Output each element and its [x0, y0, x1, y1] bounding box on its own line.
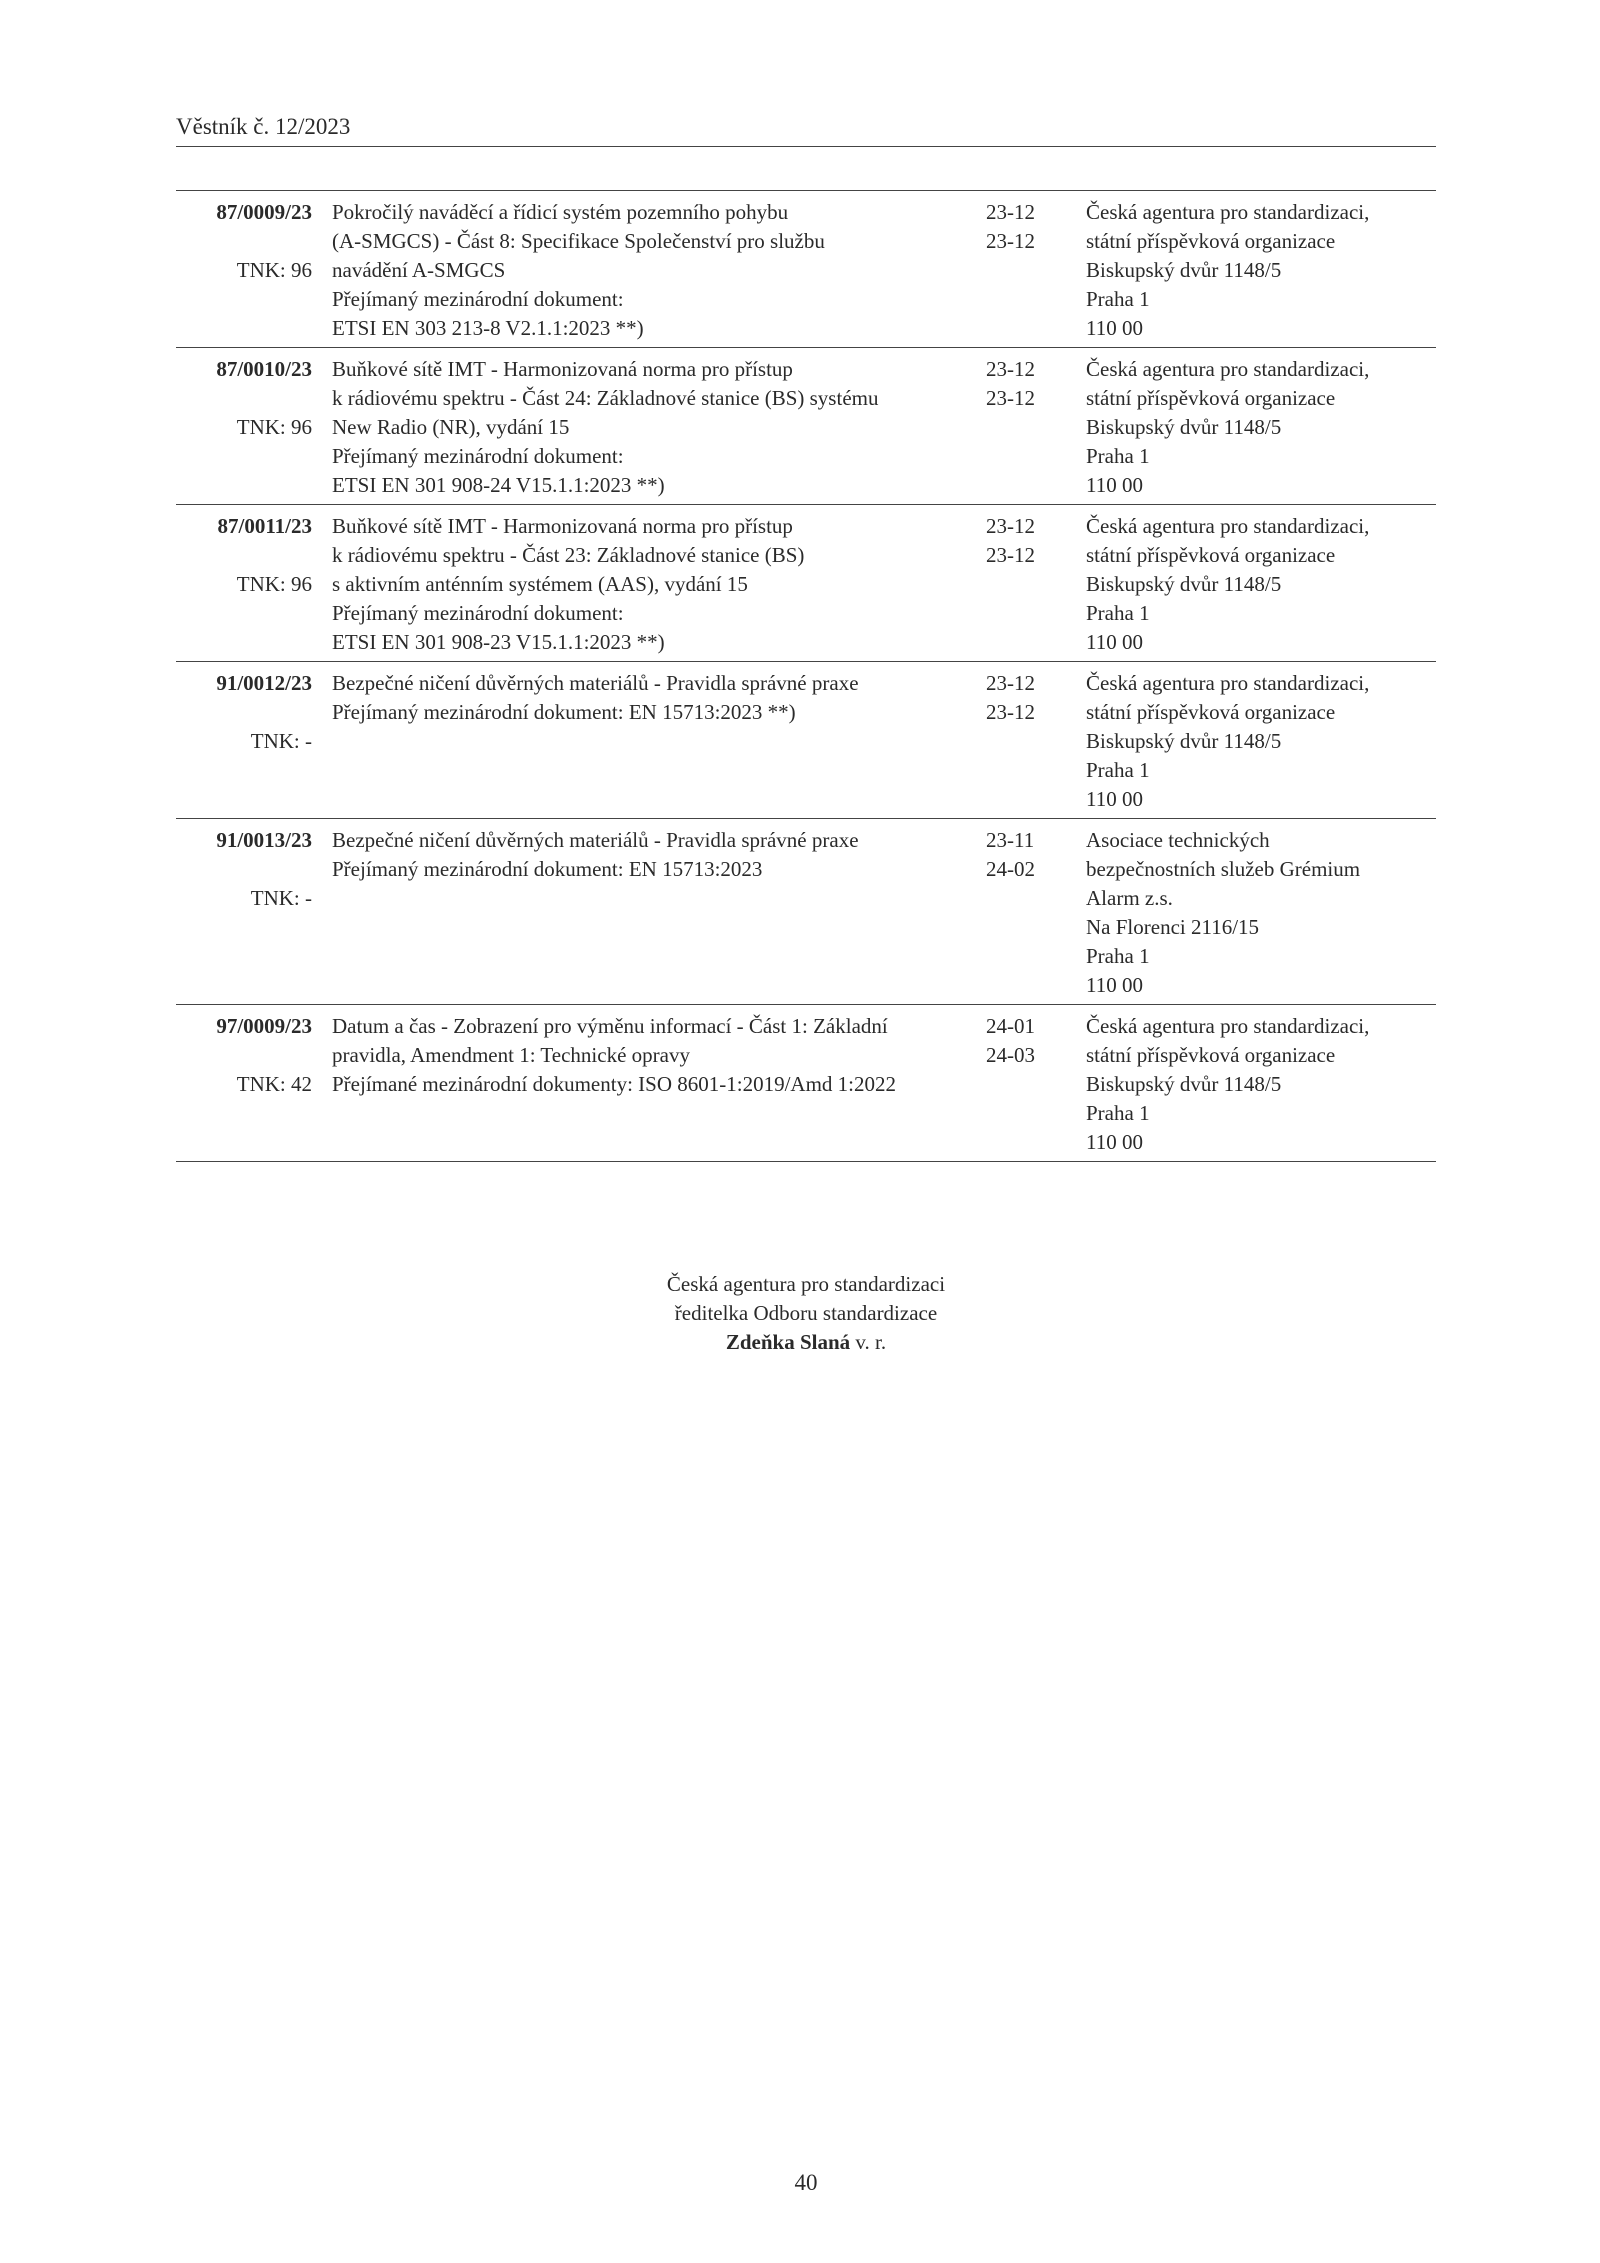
record-number: 97/0009/23	[216, 1014, 312, 1038]
record-title	[312, 1012, 986, 1157]
organization-line: Biskupský dvůr 1148/5	[1086, 1072, 1282, 1096]
organization-line: Praha 1	[1086, 287, 1150, 311]
signature-role: ředitelka Odboru standardizace	[674, 1301, 938, 1325]
organization-line: Biskupský dvůr 1148/5	[1086, 572, 1282, 596]
title-line: Přejímaný mezinárodní dokument: EN 15713:2023 **)	[332, 700, 796, 724]
record-title	[312, 355, 986, 500]
date-value: 23-11	[986, 828, 1035, 852]
date-value: 23-12	[986, 543, 1035, 567]
page-number: 40	[794, 2170, 818, 2195]
record-organization	[1086, 669, 1436, 814]
date-value: 23-12	[986, 200, 1035, 224]
record-row	[176, 1004, 1436, 1161]
record-row	[176, 504, 1436, 661]
record-title	[312, 512, 986, 657]
organization-line: Česká agentura pro standardizaci,	[1086, 671, 1370, 695]
record-organization	[1086, 1012, 1436, 1157]
organization-line: Praha 1	[1086, 1101, 1150, 1125]
record-row	[176, 190, 1436, 347]
record-dates	[986, 512, 1086, 657]
record-organization	[1086, 512, 1436, 657]
record-organization	[1086, 826, 1436, 1000]
organization-line: Asociace technických	[1086, 828, 1270, 852]
organization-line: státní příspěvková organizace	[1086, 386, 1336, 410]
title-line: Pokročilý naváděcí a řídicí systém pozemního pohybu	[332, 200, 789, 224]
record-id-column	[176, 355, 312, 500]
organization-line: státní příspěvková organizace	[1086, 543, 1336, 567]
signature-block	[176, 1270, 1436, 1357]
signature-name-line	[176, 1328, 1436, 1357]
organization-line: Biskupský dvůr 1148/5	[1086, 415, 1282, 439]
date-value: 24-02	[986, 857, 1035, 881]
title-line: (A-SMGCS) - Část 8: Specifikace Společenství pro službu	[332, 229, 825, 253]
title-line: New Radio (NR), vydání 15	[332, 415, 570, 439]
title-line: Bezpečné ničení důvěrných materiálů - Pravidla správné praxe	[332, 828, 859, 852]
title-line: pravidla, Amendment 1: Technické opravy	[332, 1043, 690, 1067]
organization-line: bezpečnostních služeb Grémium	[1086, 857, 1361, 881]
signature-suffix: v. r.	[850, 1330, 887, 1354]
record-number: 87/0011/23	[217, 514, 312, 538]
organization-line: 110 00	[1086, 973, 1143, 997]
title-line: Přejímaný mezinárodní dokument:	[332, 287, 624, 311]
title-line: Buňkové sítě IMT - Harmonizovaná norma pro přístup	[332, 514, 793, 538]
title-line: Přejímaný mezinárodní dokument:	[332, 444, 624, 468]
record-tnk: TNK: -	[250, 729, 312, 753]
organization-line: Biskupský dvůr 1148/5	[1086, 729, 1282, 753]
organization-line: Česká agentura pro standardizaci,	[1086, 1014, 1370, 1038]
title-line: s aktivním anténním systémem (AAS), vydání 15	[332, 572, 748, 596]
record-tnk: TNK: 42	[236, 1072, 312, 1096]
record-dates	[986, 826, 1086, 1000]
title-line: k rádiovému spektru - Část 23: Základnové stanice (BS)	[332, 543, 805, 567]
page-header	[176, 112, 1436, 147]
record-organization	[1086, 355, 1436, 500]
record-number: 91/0012/23	[216, 671, 312, 695]
organization-line: státní příspěvková organizace	[1086, 229, 1336, 253]
record-dates	[986, 198, 1086, 343]
organization-line: státní příspěvková organizace	[1086, 1043, 1336, 1067]
record-id-column	[176, 669, 312, 814]
date-value: 23-12	[986, 700, 1035, 724]
organization-line: Biskupský dvůr 1148/5	[1086, 258, 1282, 282]
record-row	[176, 661, 1436, 818]
record-organization	[1086, 198, 1436, 343]
record-id-column	[176, 198, 312, 343]
date-value: 23-12	[986, 386, 1035, 410]
title-line: k rádiovému spektru - Část 24: Základnové stanice (BS) systému	[332, 386, 879, 410]
organization-line: Česká agentura pro standardizaci,	[1086, 200, 1370, 224]
record-tnk: TNK: 96	[236, 258, 312, 282]
title-line: Přejímané mezinárodní dokumenty: ISO 8601-1:2019/Amd 1:2022	[332, 1072, 897, 1096]
signature-org: Česká agentura pro standardizaci	[666, 1272, 946, 1296]
record-id-column	[176, 1012, 312, 1157]
record-title	[312, 669, 986, 814]
record-row	[176, 347, 1436, 504]
record-number: 87/0009/23	[216, 200, 312, 224]
title-line: ETSI EN 301 908-24 V15.1.1:2023 **)	[332, 473, 665, 497]
title-line: Přejímaný mezinárodní dokument: EN 15713:2023	[332, 857, 763, 881]
standards-list	[176, 190, 1436, 1162]
organization-line: 110 00	[1086, 787, 1143, 811]
organization-line: 110 00	[1086, 630, 1143, 654]
organization-line: Praha 1	[1086, 758, 1150, 782]
organization-line: Praha 1	[1086, 601, 1150, 625]
title-line: Bezpečné ničení důvěrných materiálů - Pravidla správné praxe	[332, 671, 859, 695]
date-value: 24-03	[986, 1043, 1035, 1067]
record-dates	[986, 1012, 1086, 1157]
title-line: navádění A-SMGCS	[332, 258, 506, 282]
date-value: 23-12	[986, 671, 1035, 695]
date-value: 23-12	[986, 514, 1035, 538]
record-dates	[986, 669, 1086, 814]
title-line: ETSI EN 301 908-23 V15.1.1:2023 **)	[332, 630, 665, 654]
organization-line: Alarm z.s.	[1086, 886, 1173, 910]
title-line: Přejímaný mezinárodní dokument:	[332, 601, 624, 625]
organization-line: 110 00	[1086, 1130, 1143, 1154]
date-value: 23-12	[986, 229, 1035, 253]
organization-line: Česká agentura pro standardizaci,	[1086, 514, 1370, 538]
title-line: Datum a čas - Zobrazení pro výměnu informací - Část 1: Základní	[332, 1014, 888, 1038]
signature-name: Zdeňka Slaná	[725, 1330, 851, 1354]
record-tnk: TNK: -	[250, 886, 312, 910]
date-value: 23-12	[986, 357, 1035, 381]
record-row	[176, 818, 1436, 1004]
organization-line: 110 00	[1086, 473, 1143, 497]
record-number: 87/0010/23	[216, 357, 312, 381]
organization-line: Na Florenci 2116/15	[1086, 915, 1260, 939]
organization-line: 110 00	[1086, 316, 1143, 340]
record-id-column	[176, 826, 312, 1000]
organization-line: Praha 1	[1086, 444, 1150, 468]
title-line: ETSI EN 303 213-8 V2.1.1:2023 **)	[332, 316, 644, 340]
bulletin-title: Věstník č. 12/2023	[176, 114, 351, 139]
record-number: 91/0013/23	[216, 828, 312, 852]
record-title	[312, 198, 986, 343]
title-line: Buňkové sítě IMT - Harmonizovaná norma pro přístup	[332, 357, 793, 381]
record-title	[312, 826, 986, 1000]
organization-line: státní příspěvková organizace	[1086, 700, 1336, 724]
record-tnk: TNK: 96	[236, 572, 312, 596]
organization-line: Česká agentura pro standardizaci,	[1086, 357, 1370, 381]
record-tnk: TNK: 96	[236, 415, 312, 439]
date-value: 24-01	[986, 1014, 1035, 1038]
organization-line: Praha 1	[1086, 944, 1150, 968]
record-dates	[986, 355, 1086, 500]
record-id-column	[176, 512, 312, 657]
